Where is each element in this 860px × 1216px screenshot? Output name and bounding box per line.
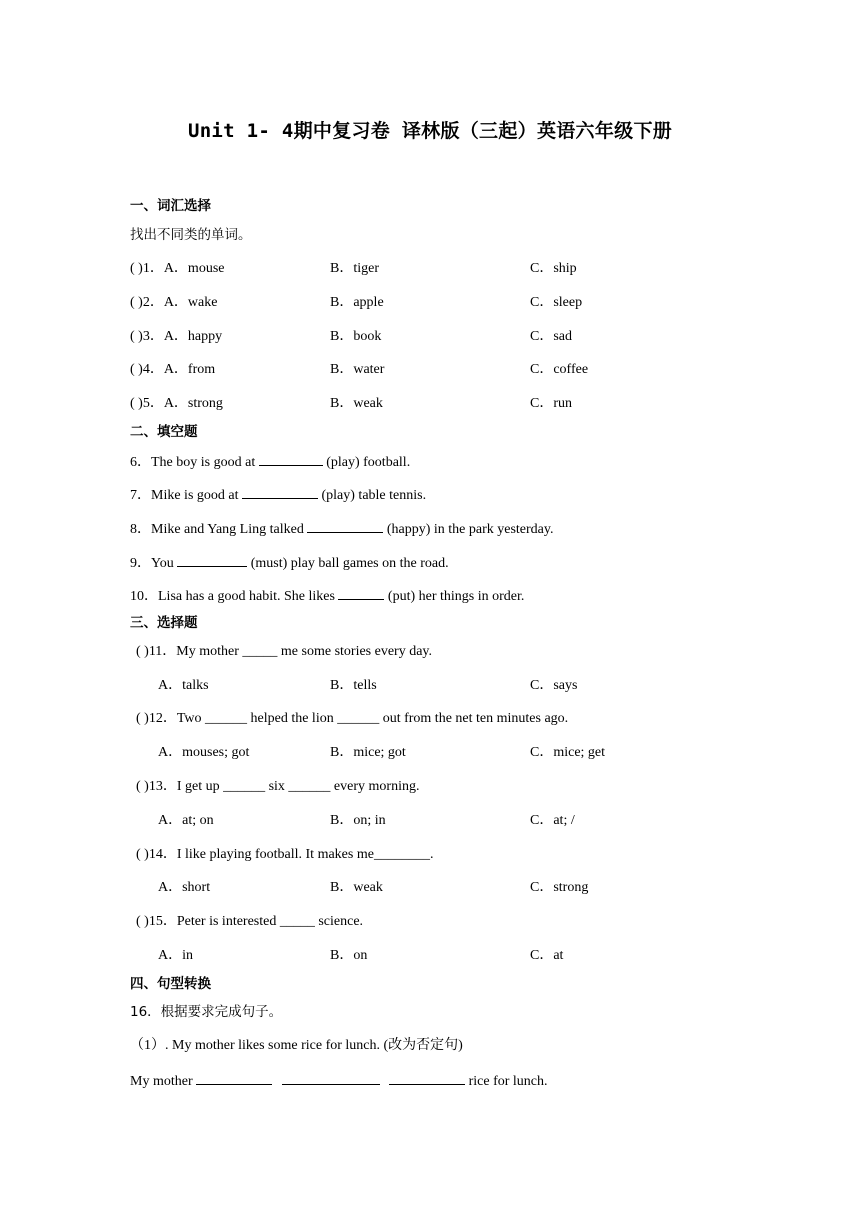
section2-heading: 二、填空题 (130, 424, 198, 440)
section3-heading: 三、选择题 (130, 615, 198, 631)
q14-option-a: A．short (158, 880, 211, 895)
q7-answer-blank[interactable] (242, 485, 318, 499)
q10-text-before: 10．Lisa has a good habit. She likes (130, 589, 339, 604)
q14-option-c: C．strong (530, 880, 589, 895)
q4-option-c: C．coffee (530, 362, 589, 377)
q3-stem: ( )3．A．happy (130, 329, 223, 344)
q13-option-c: C．at; / (530, 813, 575, 828)
fill-question-10 (130, 586, 524, 606)
q9-answer-blank[interactable] (177, 553, 247, 567)
q15-option-a: A．in (158, 948, 193, 963)
q16-subquestion-1: （1）. My mother likes some rice for lunch. (改为否定句) (130, 1038, 463, 1053)
q15-option-b: B．on (330, 948, 368, 963)
q7-text-before: 7．Mike is good at (130, 488, 242, 503)
q15-option-c: C．at (530, 948, 564, 963)
mc-question-13-stem: ( )13．I get up ______ six ______ every morning. (136, 779, 420, 794)
mc-question-14-stem: ( )14．I like playing football. It makes me________. (136, 847, 434, 862)
q14-option-b: B．weak (330, 880, 383, 895)
q1-stem: ( )1．A．mouse (130, 261, 225, 276)
fill-question-9 (130, 553, 449, 573)
q3-option-b: B．book (330, 329, 382, 344)
q2-stem: ( )2．A．wake (130, 295, 218, 310)
q13-option-b: B．on; in (330, 813, 386, 828)
fill-question-7 (130, 485, 426, 505)
q12-option-a: A．mouses; got (158, 745, 250, 760)
q7-text-after: (play) table tennis. (321, 488, 427, 503)
q10-answer-blank[interactable] (338, 586, 384, 600)
fill-question-8 (130, 519, 553, 539)
q16-answer-suffix: rice for lunch. (468, 1074, 548, 1089)
section1-instruction: 找出不同类的单词。 (130, 227, 252, 243)
q16-answer-prefix: My mother (130, 1074, 197, 1089)
q9-text-after: (must) play ball games on the road. (250, 556, 449, 571)
q5-option-c: C．run (530, 396, 572, 411)
q6-answer-blank[interactable] (259, 452, 323, 466)
mc-question-15-stem: ( )15．Peter is interested _____ science. (136, 914, 364, 929)
q11-option-b: B．tells (330, 678, 377, 693)
q16-answer-blank-1[interactable] (196, 1071, 272, 1085)
section4-heading: 四、句型转换 (130, 976, 211, 992)
q13-option-a: A．at; on (158, 813, 214, 828)
q6-text-after: (play) football. (326, 455, 411, 470)
q4-stem: ( )4．A．from (130, 362, 216, 377)
q8-text-before: 8．Mike and Yang Ling talked (130, 522, 308, 537)
q16-answer-line (130, 1071, 548, 1091)
q12-option-b: B．mice; got (330, 745, 406, 760)
section1-heading: 一、词汇选择 (130, 198, 211, 214)
q5-option-b: B．weak (330, 396, 383, 411)
q2-option-c: C．sleep (530, 295, 583, 310)
q11-option-c: C．says (530, 678, 578, 693)
q16-answer-blank-3[interactable] (389, 1071, 465, 1085)
fill-question-6 (130, 452, 410, 472)
mc-question-12-stem: ( )12．Two ______ helped the lion ______ out from the net ten minutes ago. (136, 711, 569, 726)
q6-text-before: 6．The boy is good at (130, 455, 259, 470)
q1-option-c: C．ship (530, 261, 577, 276)
q16-answer-blank-2[interactable] (282, 1071, 380, 1085)
q2-option-b: B．apple (330, 295, 384, 310)
q9-text-before: 9．You (130, 556, 178, 571)
q10-text-after: (put) her things in order. (387, 589, 525, 604)
q11-option-a: A．talks (158, 678, 209, 693)
q3-option-c: C．sad (530, 329, 572, 344)
q8-answer-blank[interactable] (307, 519, 383, 533)
page-title: Unit 1- 4期中复习卷 译林版（三起）英语六年级下册 (187, 120, 673, 142)
q4-option-b: B．water (330, 362, 385, 377)
q5-stem: ( )5．A．strong (130, 396, 223, 411)
q16-instruction: 16．根据要求完成句子。 (130, 1004, 283, 1020)
q8-text-after: (happy) in the park yesterday. (386, 522, 554, 537)
mc-question-11-stem: ( )11．My mother _____ me some stories every day. (136, 644, 433, 659)
q1-option-b: B．tiger (330, 261, 379, 276)
q12-option-c: C．mice; get (530, 745, 606, 760)
